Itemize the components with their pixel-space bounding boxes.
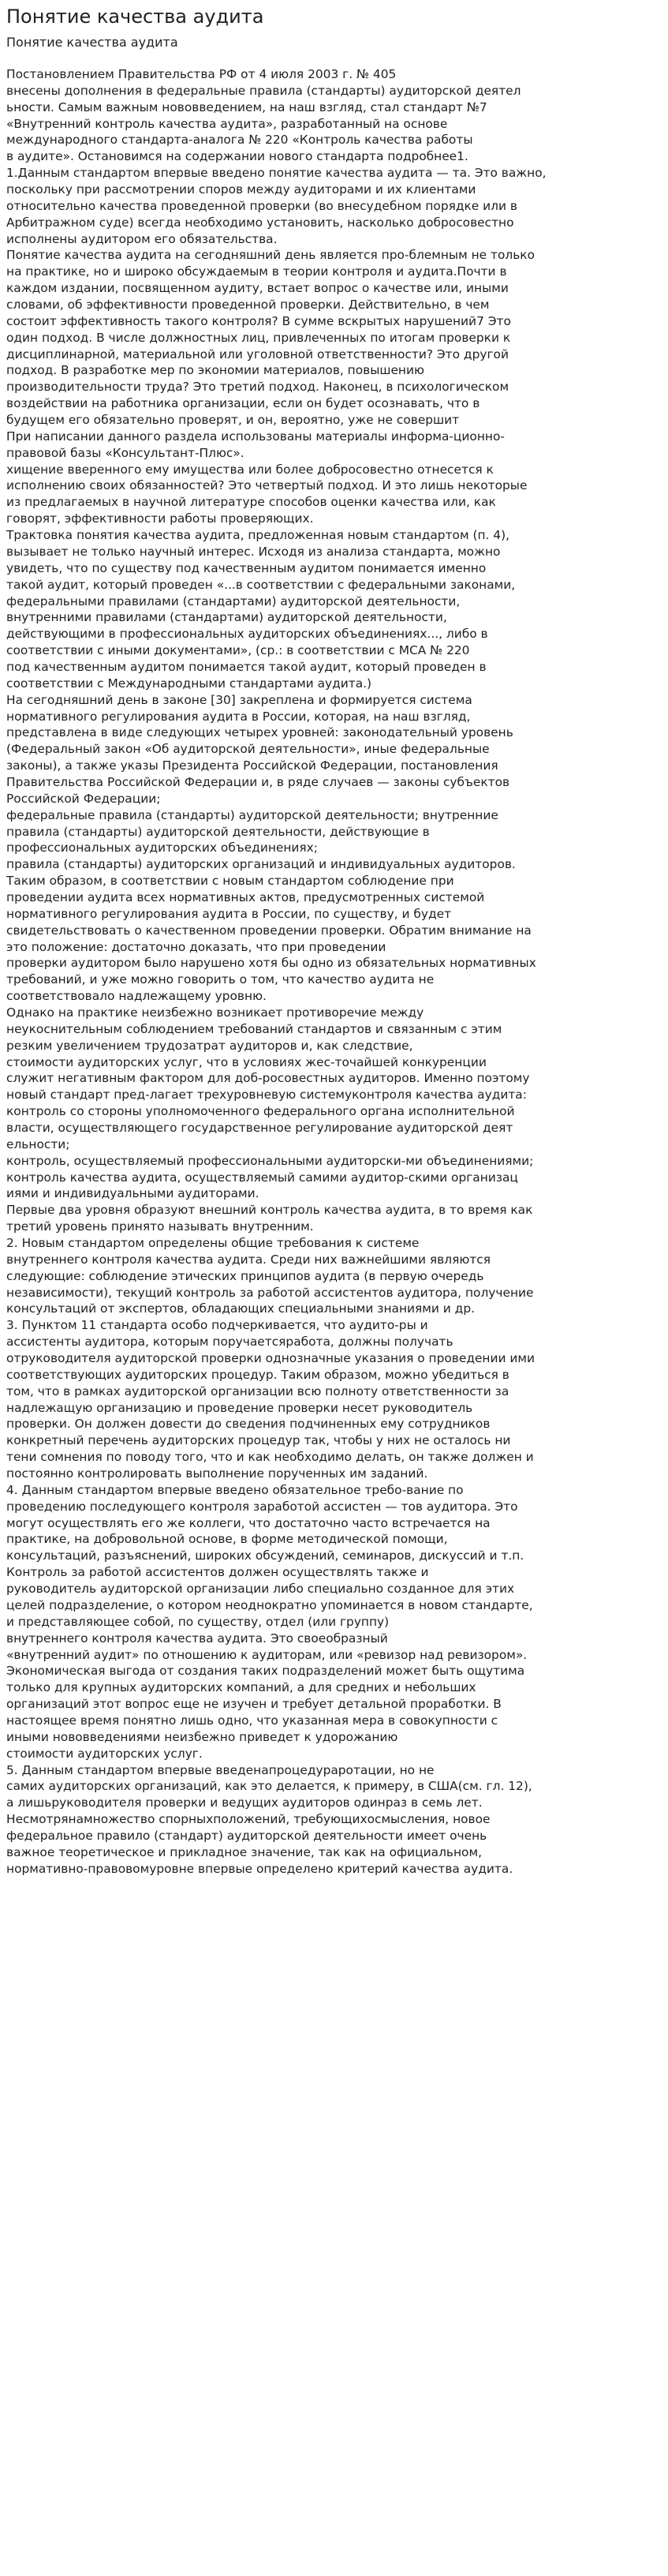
text-line: третий уровень принято называть внутренним. xyxy=(6,1219,314,1234)
text-line: хищение вверенного ему имущества или более добросовестно отнесется к xyxy=(6,462,494,477)
text-line: 1.Данным стандартом впервые введено понятие качества аудита — та. Это важно, xyxy=(6,166,547,181)
text-line: внутреннего контроля качества аудита. Это своеобразный xyxy=(6,1631,388,1646)
text-line: говорят, эффективности работы проверяющих. xyxy=(6,511,314,526)
text-line: «внутренний аудит» по отношению к аудиторам, или «ревизор над ревизором». xyxy=(6,1647,528,1662)
text-line: ельности; xyxy=(6,1136,70,1151)
text-line: такой аудит, который проведен «...в соответствии с федеральными законами, xyxy=(6,577,516,592)
text-line: это положение: достаточно доказать, что при проведении xyxy=(6,939,386,954)
text-line: руководитель аудиторской организации либо специально созданное для этих xyxy=(6,1582,515,1597)
text-line: увидеть, что по существу под качественным аудитом понимается именно xyxy=(6,560,487,575)
text-line: 3. Пунктом 11 стандарта особо подчеркивается, что аудито-ры и xyxy=(6,1318,428,1333)
text-line: Российской Федерации; xyxy=(6,791,161,806)
text-line: соответствии с иными документами», (ср.: в соответствии с МСА № 220 xyxy=(6,643,470,658)
text-line: надлежащую организацию и проведение проверки несет руководитель xyxy=(6,1400,473,1415)
text-line: Правительства Российской Федерации и, в ряде случаев — законы субъектов xyxy=(6,774,510,789)
text-line: 4. Данным стандартом впервые введено обязательное требо-вание по xyxy=(6,1482,464,1497)
text-line: свидетельствовать о качественном проведении проверки. Обратим внимание на xyxy=(6,923,532,938)
text-line: каждом издании, посвященном аудиту, встает вопрос о качестве или, иными xyxy=(6,281,509,296)
text-line: На сегодняшний день в законе [30] закреплена и формируется система xyxy=(6,692,472,707)
page-subtitle: Понятие качества аудита xyxy=(6,35,178,50)
text-line: подход. В разработке мер по экономии материалов, повышению xyxy=(6,363,424,378)
text-line: и представляющее собой, по существу, отдел (или группу) xyxy=(6,1614,390,1629)
text-line: независимости), текущий контроль за работой ассистентов аудитора, получение xyxy=(6,1285,534,1300)
text-line: нормативно-правовомуровне впервые определено критерий качества аудита. xyxy=(6,1861,513,1876)
text-line: постоянно контролировать выполнение порученных им заданий. xyxy=(6,1466,428,1481)
text-line: проверки аудитором было нарушено хотя бы одно из обязательных нормативных xyxy=(6,956,536,971)
text-line: дисциплинарной, материальной или уголовной ответственности? Это другой xyxy=(6,346,509,361)
text-line: правовой базы «Консультант-Плюс». xyxy=(6,445,244,460)
text-line: настоящее время понятно лишь одно, что указанная мера в совокупности с xyxy=(6,1713,498,1728)
text-line: словами, об эффективности проведенной проверки. Действительно, в чем xyxy=(6,298,490,313)
text-line: в аудите». Остановимся на содержании нового стандарта подробнее1. xyxy=(6,149,468,164)
article-body xyxy=(6,66,662,1878)
text-line: вызывает не только научный интерес. Исходя из анализа стандарта, можно xyxy=(6,544,501,559)
text-line: внесены дополнения в федеральные правила (стандарты) аудиторской деятел xyxy=(6,83,521,98)
text-line: стоимости аудиторских услуг, что в условиях жес-точайшей конкуренции xyxy=(6,1054,487,1069)
text-line: федеральное правило (стандарт) аудиторской деятельности имеет очень xyxy=(6,1828,487,1843)
text-line: ассистенты аудитора, которым поручаетсяработа, должны получать xyxy=(6,1335,453,1350)
text-line: на практике, но и широко обсуждаемым в теории контроля и аудита.Почти в xyxy=(6,264,507,279)
text-line: Первые два уровня образуют внешний контроль качества аудита, в то время как xyxy=(6,1203,533,1218)
text-line: Постановлением Правительства РФ от 4 июля 2003 г. № 405 xyxy=(6,67,397,81)
text-line: Понятие качества аудита на сегодняшний день является про-блемным не только xyxy=(6,248,536,263)
text-line: а лишьруководителя проверки и ведущих аудиторов одинраз в семь лет. xyxy=(6,1795,483,1810)
text-line: том, что в рамках аудиторской организации всю полноту ответственности за xyxy=(6,1383,509,1398)
text-line: консультаций, разъяснений, широких обсуждений, семинаров, дискуссий и т.п. xyxy=(6,1548,524,1563)
text-line: (Федеральный закон «Об аудиторской деятельности», иные федеральные xyxy=(6,742,490,757)
text-line: проведению последующего контроля заработой ассистен — тов аудитора. Это xyxy=(6,1499,518,1514)
text-line: федеральными правилами (стандартами) аудиторской деятельности, xyxy=(6,593,461,608)
page-title: Понятие качества аудита xyxy=(6,6,264,28)
text-line: Трактовка понятия качества аудита, предложенная новым стандартом (п. 4), xyxy=(6,528,509,543)
text-line: консультаций от экспертов, обладающих специальными знаниями и др. xyxy=(6,1301,475,1316)
text-line: важное теоретическое и прикладное значение, так как на официальном, xyxy=(6,1844,482,1859)
text-line: под качественным аудитом понимается такой аудит, который проведен в xyxy=(6,659,487,674)
text-line: конкретный перечень аудиторских процедур так, чтобы у них не осталось ни xyxy=(6,1433,511,1448)
text-line: профессиональных аудиторских объединениях; xyxy=(6,841,318,856)
text-line: власти, осуществляющего государственное регулирование аудиторской деят xyxy=(6,1121,513,1135)
text-line: соответствующих аудиторских процедур. Таким образом, можно убедиться в xyxy=(6,1367,509,1382)
text-line: неукоснительным соблюдением требований стандартов и связанным с этим xyxy=(6,1021,502,1036)
text-line: исполнению своих обязанностей? Это четвертый подход. И это лишь некоторые xyxy=(6,478,528,493)
text-line: из предлагаемых в научной литературе способов оценки качества или, как xyxy=(6,495,496,510)
text-line: контроль со стороны уполномоченного федерального органа исполнительной xyxy=(6,1104,515,1119)
text-line: соответствовало надлежащему уровню. xyxy=(6,989,267,1004)
text-line: Арбитражном суде) всегда необходимо установить, насколько добросовестно xyxy=(6,215,514,230)
text-line: будущем его обязательно проверят, и он, вероятно, уже не совершит xyxy=(6,413,460,428)
text-line: Однако на практике неизбежно возникает противоречие между xyxy=(6,1005,424,1020)
text-line: федеральные правила (стандарты) аудиторской деятельности; внутренние xyxy=(6,807,498,822)
text-line: Экономическая выгода от создания таких подразделений может быть ощутима xyxy=(6,1664,525,1679)
text-line: 5. Данным стандартом впервые введенапроцедураротации, но не xyxy=(6,1762,435,1777)
text-line: практике, на добровольной основе, в форме методической помощи, xyxy=(6,1532,448,1547)
text-line: стоимости аудиторских услуг. xyxy=(6,1746,203,1761)
text-line: могут осуществлять его же коллеги, что достаточно часто встречается на xyxy=(6,1515,491,1530)
text-line: контроль качества аудита, осуществляемый самими аудитор-скими организац xyxy=(6,1170,518,1185)
text-line: 2. Новым стандартом определены общие требования к системе xyxy=(6,1236,420,1251)
text-line: иями и индивидуальными аудиторами. xyxy=(6,1186,259,1201)
text-line: нормативного регулирования аудита в России, по существу, и будет xyxy=(6,906,452,921)
text-line: «Внутренний контроль качества аудита», разработанный на основе xyxy=(6,116,448,131)
text-line: один подход. В числе должностных лиц, привлеченных по итогам проверки к xyxy=(6,330,511,345)
text-line: Контроль за работой ассистентов должен осуществлять также и xyxy=(6,1565,429,1580)
text-line: поскольку при рассмотрении споров между аудиторами и их клиентами xyxy=(6,182,476,197)
text-line: При написании данного раздела использованы материалы информа-ционно- xyxy=(6,429,505,444)
text-line: представлена в виде следующих четырех уровней: законодательный уровень xyxy=(6,725,513,740)
text-line: исполнены аудитором его обязательства. xyxy=(6,231,278,246)
text-line: законы), а также указы Президента Российской Федерации, постановления xyxy=(6,758,498,773)
text-line: международного стандарта-аналога № 220 «Контроль качества работы xyxy=(6,133,473,148)
text-line: самих аудиторских организаций, как это делается, к примеру, в США(см. гл. 12), xyxy=(6,1779,532,1794)
text-line: требований, и уже можно говорить о том, что качество аудита не xyxy=(6,972,435,987)
text-line: внутренними правилами (стандартами) аудиторской деятельности, xyxy=(6,610,447,625)
text-line: следующие: соблюдение этических принципов аудита (в первую очередь xyxy=(6,1268,484,1283)
text-line: целей подразделение, о котором неоднократно упоминается в новом стандарте, xyxy=(6,1597,533,1612)
text-line: отруководителя аудиторской проверки однозначные указания о проведении ими xyxy=(6,1351,536,1366)
text-line: правила (стандарты) аудиторской деятельности, действующие в xyxy=(6,824,430,839)
text-line: контроль, осуществляемый профессиональными аудиторски-ми объединениями; xyxy=(6,1153,534,1168)
text-line: нормативного регулирования аудита в России, которая, на наш взгляд, xyxy=(6,709,471,724)
text-line: Несмотрянамножество спорныхположений, требующихосмысления, новое xyxy=(6,1812,491,1827)
text-line: относительно качества проведенной проверки (во внесудебном порядке или в xyxy=(6,198,517,213)
text-line: воздействии на работника организации, если он будет осознавать, что в xyxy=(6,396,480,411)
text-line: организаций этот вопрос еще не изучен и требует детальной проработки. В xyxy=(6,1697,502,1712)
text-line: иными нововведениями неизбежно приведет к удорожанию xyxy=(6,1729,398,1744)
text-line: производительности труда? Это третий подход. Наконец, в психологическом xyxy=(6,380,509,395)
text-line: проверки. Он должен довести до сведения подчиненных ему сотрудников xyxy=(6,1417,491,1432)
text-line: правила (стандарты) аудиторских организаций и индивидуальных аудиторов. xyxy=(6,857,516,872)
text-line: новый стандарт пред-лагает трехуровневую системуконтроля качества аудита: xyxy=(6,1088,527,1103)
text-line: ьности. Самым важным нововведением, на наш взгляд, стал стандарт №7 xyxy=(6,99,487,114)
text-line: состоит эффективность такого контроля? В сумме вскрытых нарушений7 Это xyxy=(6,313,511,328)
text-line: проведении аудита всех нормативных актов, предусмотренных системой xyxy=(6,889,485,904)
text-line: внутреннего контроля качества аудита. Среди них важнейшими являются xyxy=(6,1252,491,1267)
text-line: тени сомнения по поводу того, что и как необходимо делать, он также должен и xyxy=(6,1450,534,1465)
text-line: служит негативным фактором для доб-росовестных аудиторов. Именно поэтому xyxy=(6,1071,530,1086)
text-line: Таким образом, в соответствии с новым стандартом соблюдение при xyxy=(6,874,454,889)
text-line: действующими в профессиональных аудиторских объединениях..., либо в xyxy=(6,627,488,642)
text-line: соответствии с Международными стандартами аудита.) xyxy=(6,676,372,691)
text-line: только для крупных аудиторских компаний, а для средних и небольших xyxy=(6,1680,476,1695)
text-line: резким увеличением трудозатрат аудиторов и, как следствие, xyxy=(6,1038,413,1053)
